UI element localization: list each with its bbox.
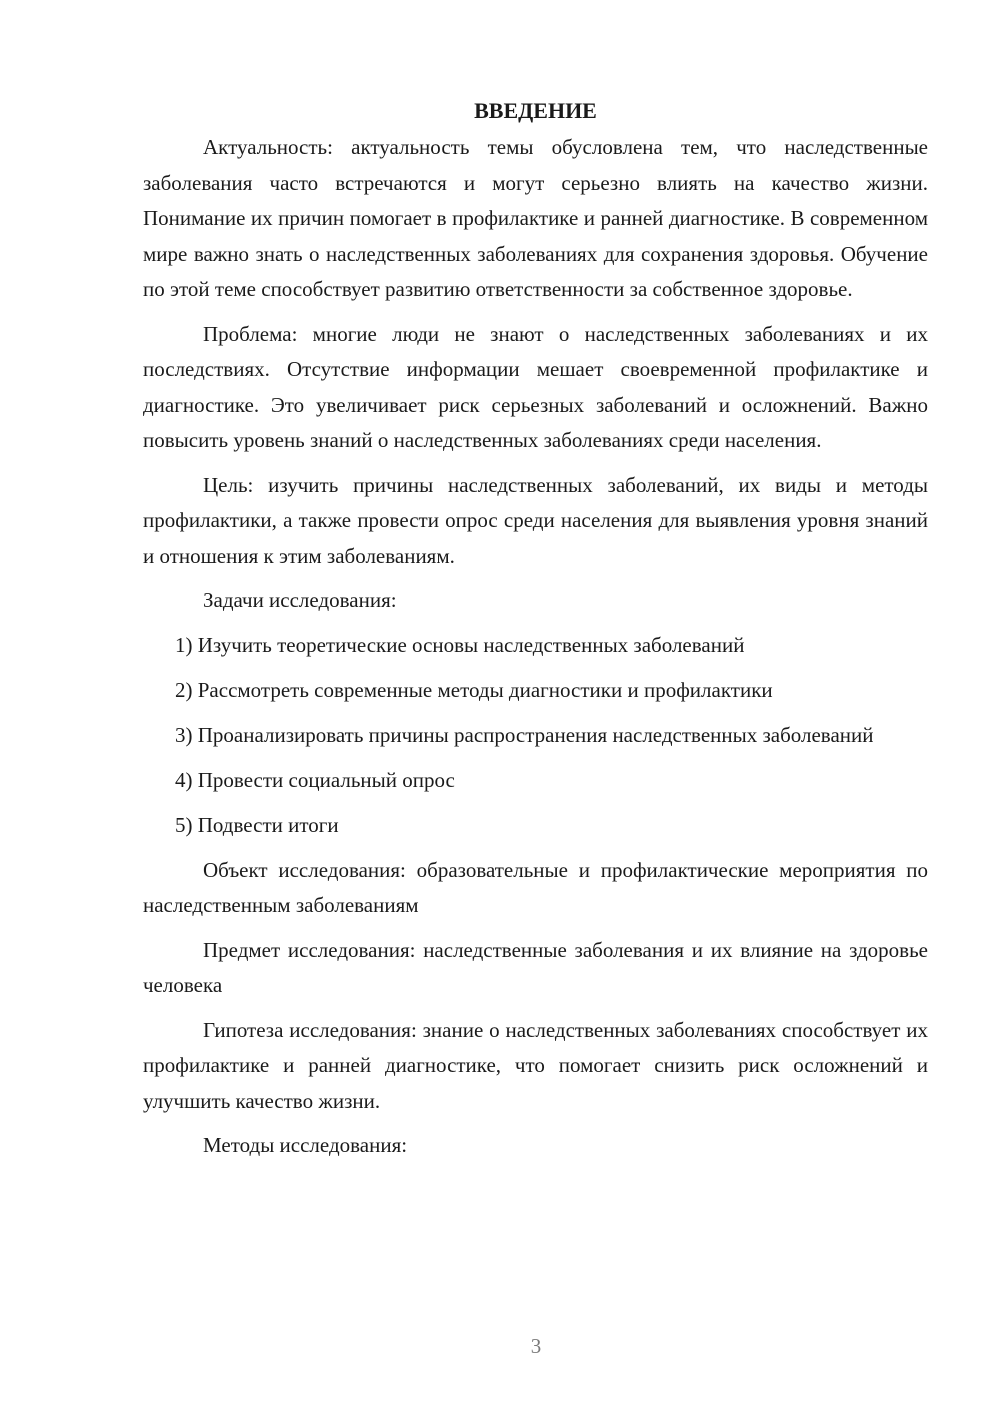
paragraph-goal: Цель: изучить причины наследственных заболеваний, их виды и методы профилактики, а также провести опрос среди населения для выявления уровня знаний и отношения к этим заболеваниям. [143,472,928,568]
paragraph-problem: Проблема: многие люди не знают о наследственных заболеваниях и их последствиях. Отсутствие информации мешает своевременной профилактике и диагностике. Это увеличивает риск серьезных заболеваний и осложнений. Важно повысить уровень знаний о наследственных заболеваниях среди населения. [143,321,928,452]
page-content [143,95,928,1173]
paragraph-object: Объект исследования: образовательные и профилактические мероприятия по наследственным заболеваниям [143,857,928,917]
paragraph-relevance: Актуальность: актуальность темы обусловлена тем, что наследственные заболевания часто встречаются и могут серьезно влиять на качество жизни. Понимание их причин помогает в профилактике и ранней диагностике. В современном мире важно знать о наследственных заболеваниях для сохранения здоровья. Обучение по этой теме способствует развитию ответственности за собственное здоровье. [143,135,928,301]
task-item: 2) Рассмотреть современные методы диагностики и профилактики [175,677,773,702]
page-number: 3 [530,1334,542,1358]
task-item: 1) Изучить теоретические основы наследственных заболеваний [175,632,745,657]
paragraph-tasks-title: Задачи исследования: [203,588,397,612]
paragraph-hypothesis: Гипотеза исследования: знание о наследственных заболеваниях способствует их профилактике и ранней диагностике, что помогает снизить риск осложнений и улучшить качество жизни. [143,1017,928,1113]
task-item: 5) Подвести итоги [175,812,339,837]
task-item: 3) Проанализировать причины распространения наследственных заболеваний [175,722,874,747]
section-heading: ВВЕДЕНИЕ [474,98,597,123]
paragraph-subject: Предмет исследования: наследственные заболевания и их влияние на здоровье человека [143,937,928,997]
paragraph-methods-title: Методы исследования: [203,1133,408,1157]
task-item: 4) Провести социальный опрос [175,767,455,792]
